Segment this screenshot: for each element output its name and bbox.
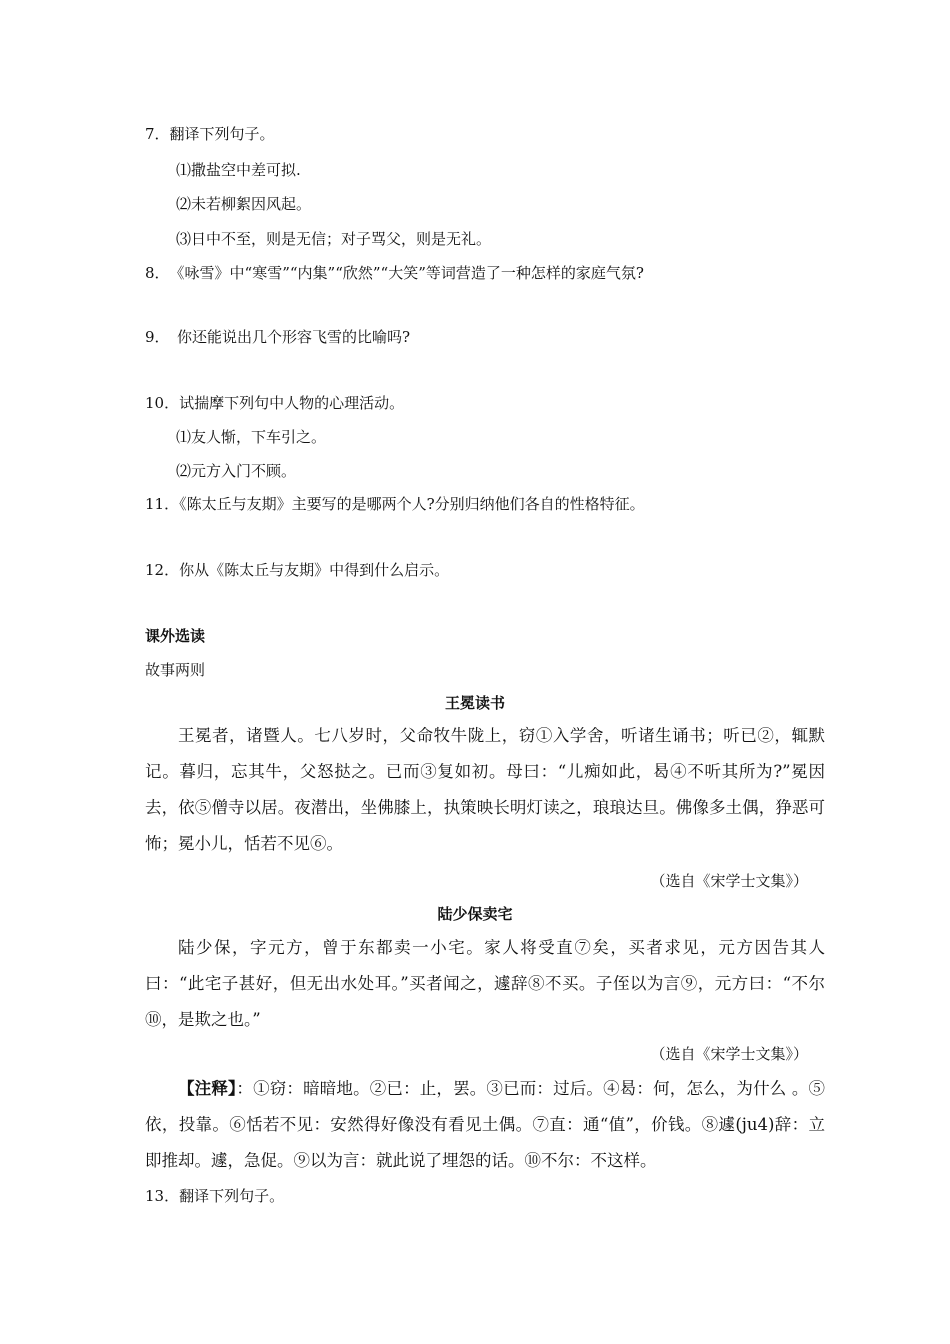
story2-title: 陆少保卖宅 <box>437 905 513 923</box>
notes-block <box>145 1071 825 1179</box>
section-subtitle: 故事两则 <box>145 661 206 679</box>
q7-heading: 7．翻译下列句子。 <box>145 125 275 143</box>
q13: 13．翻译下列句子。 <box>145 1187 285 1205</box>
q10-heading: 10．试揣摩下列句中人物的心理活动。 <box>145 394 405 412</box>
section-title: 课外选读 <box>145 627 206 645</box>
q8: 8． 《咏雪》中“寒雪”“内集”“欣然”“大笑”等词营造了一种怎样的家庭气氛? <box>145 264 644 282</box>
story2-source: （选自《宋学士文集》） <box>650 1045 808 1063</box>
q7-item-1: ⑴撒盐空中差可拟. <box>176 161 301 179</box>
story1-paragraph: 王冕者，诸暨人。七八岁时，父命牧牛陇上，窃①入学舍，听诸生诵书；听已②，辄默记。暮归，忘其牛，父怒挞之。已而③复如初。母曰：“儿痴如此，曷④不听其所为?”冕因去，依⑤僧寺以居。夜潜出，坐佛膝上，执策映长明灯读之，琅琅达旦。佛像多土偶，狰恶可怖；冕小儿，恬若不见⑥。 <box>145 726 825 853</box>
story1-title: 王冕读书 <box>444 694 505 712</box>
q10-item-2: ⑵元方入门不顾。 <box>176 462 297 480</box>
q9: 9． 你还能说出几个形容飞雪的比喻吗? <box>145 328 411 346</box>
q12: 12．你从《陈太丘与友期》中得到什么启示。 <box>145 561 450 579</box>
q7-item-3: ⑶日中不至，则是无信；对子骂父，则是无礼。 <box>176 230 492 248</box>
notes-label: 【注释】 <box>178 1079 237 1098</box>
notes-paragraph <box>145 1071 825 1179</box>
q10-item-1: ⑴友人惭，下车引之。 <box>176 428 327 446</box>
story2-paragraph: 陆少保，字元方，曾于东都卖一小宅。家人将受直⑦矣，买者求见，元方因告其人曰：“此宅子甚好，但无出水处耳。”买者闻之，遽辞⑧不买。子侄以为言⑨，元方曰：“不尔⑩，是欺之也。” <box>145 938 825 1029</box>
story2-text <box>145 930 825 1038</box>
story1-text <box>145 718 825 862</box>
q7-item-2: ⑵未若柳絮因风起。 <box>176 195 312 213</box>
story1-source: （选自《宋学士文集》） <box>650 872 808 890</box>
notes-text: ：①窃：暗暗地。②已：止，罢。③已而：过后。④曷：何，怎么，为什么 。⑤依，投靠。⑥恬若不见：安然得好像没有看见土偶。⑦直：通“值”，价钱。⑧遽(ju4)辞：立即推却。遽，急促。⑨以为言：就此说了埋怨的话。⑩不尔：不这样。 <box>145 1079 826 1170</box>
q11: 11．《陈太丘与友期》主要写的是哪两个人?分别归纳他们各自的性格特征。 <box>145 495 645 513</box>
